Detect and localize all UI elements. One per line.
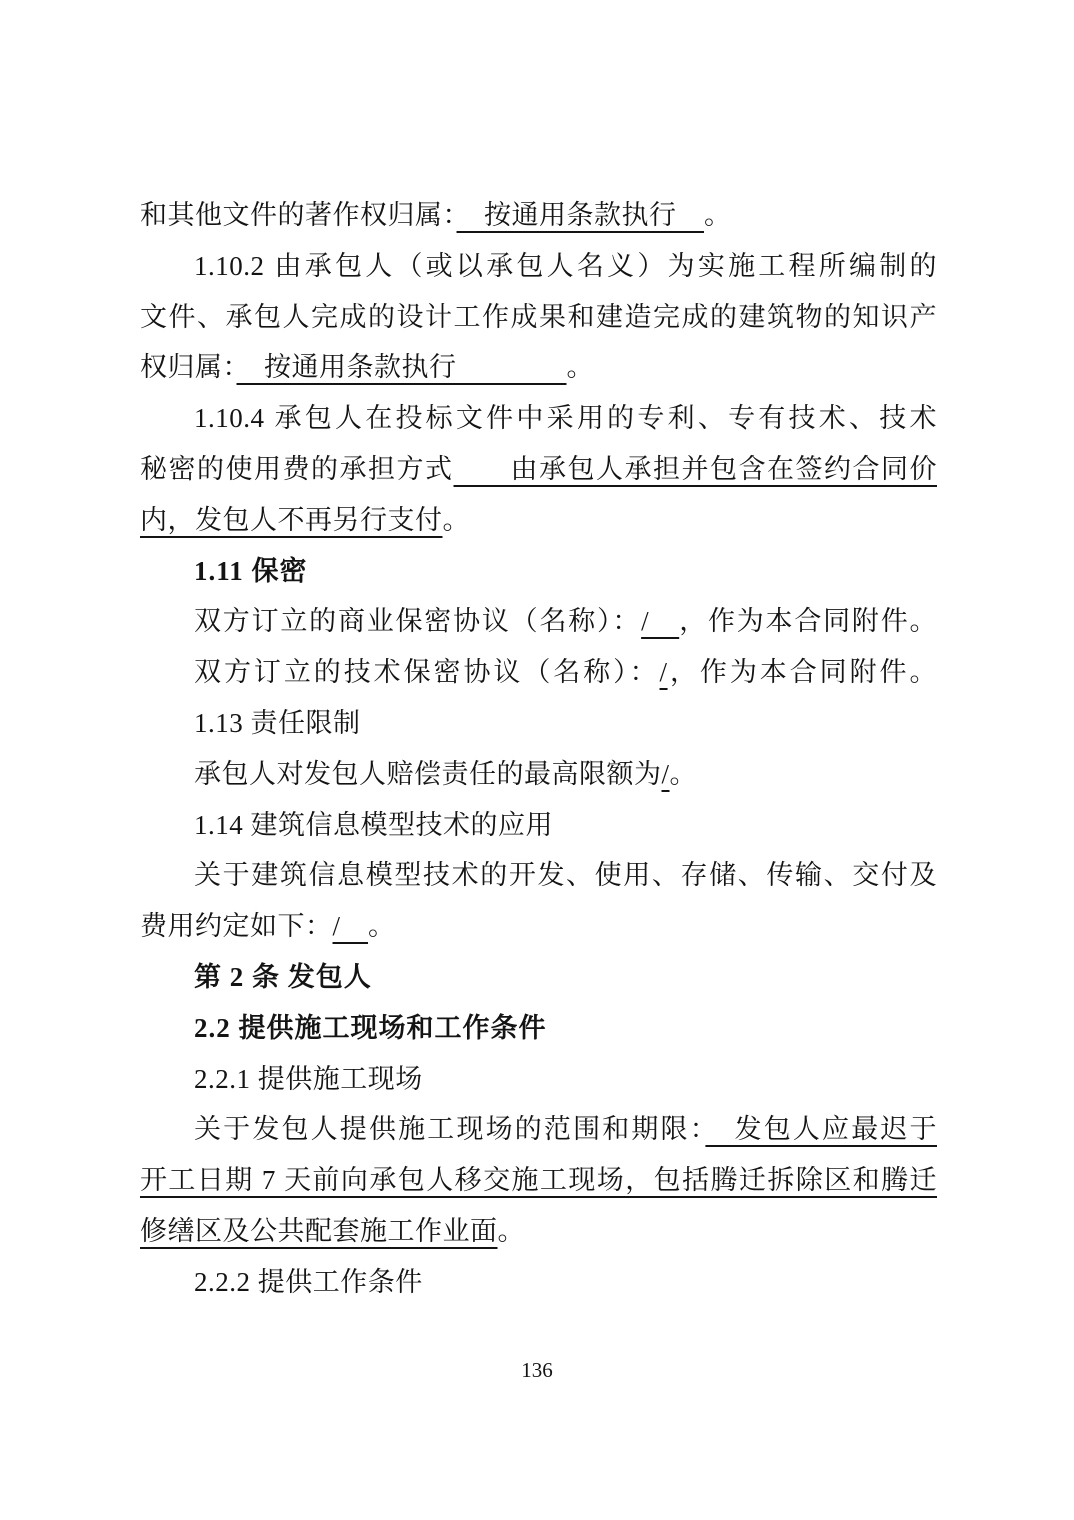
heading-line (140, 1003, 937, 1054)
underlined-fill-in-segment: 内，发包人不再另行支付 (140, 504, 443, 535)
underlined-fill-in-segment: 由承包人承担并包含在签约合同价 (453, 453, 937, 484)
text-line (140, 850, 937, 901)
text-line (140, 596, 937, 647)
text-line (140, 901, 937, 952)
text-segment: 和其他文件的著作权归属： (140, 200, 457, 230)
underlined-fill-in-segment: 按通用条款执行 (456, 200, 704, 230)
text-line (140, 393, 937, 444)
text-segment: ，作为本合同附件。 (679, 606, 937, 637)
heading-line (140, 546, 937, 597)
text-segment: 1.10.2 由承包人（或以承包人名义）为实施工程所编制的 (194, 250, 937, 281)
text-line (140, 749, 937, 800)
text-segment: 。 (566, 352, 594, 383)
text-line (140, 495, 937, 546)
text-segment: 1.13 责任限制 (194, 707, 361, 738)
contract-text-block (140, 190, 937, 1308)
text-line (140, 1257, 937, 1308)
text-segment: 1.14 建筑信息模型技术的应用 (194, 809, 553, 840)
underlined-fill-in-segment: 发包人应最迟于 (705, 1114, 937, 1145)
text-line (140, 444, 937, 495)
text-segment: 第 2 条 发包人 (194, 961, 372, 992)
underlined-fill-in-segment: 按通用条款执行 (236, 352, 567, 383)
text-segment: ，作为本合同附件。 (667, 657, 937, 688)
text-segment: 承包人对发包人赔偿责任的最高限额为 (194, 758, 662, 789)
text-segment: 关于发包人提供施工现场的范围和期限： (194, 1114, 706, 1145)
text-line (140, 698, 937, 749)
text-segment: 2.2 提供施工现场和工作条件 (194, 1012, 547, 1043)
heading-line (140, 952, 937, 1003)
text-line (140, 1206, 937, 1257)
text-segment: 1.10.4 承包人在投标文件中采用的专利、专有技术、技术 (194, 403, 937, 434)
underlined-fill-in-segment: / (659, 657, 668, 688)
text-segment: 权归属： (140, 352, 237, 383)
page-number: 136 (521, 1358, 553, 1382)
text-segment: 。 (497, 1215, 525, 1246)
underlined-fill-in-segment: / (661, 758, 670, 789)
text-segment: 。 (669, 758, 698, 789)
text-segment: 文件、承包人完成的设计工作成果和建造完成的建筑物的知识产 (140, 301, 937, 332)
underlined-fill-in-segment: 修缮区及公共配套施工作业面 (140, 1215, 498, 1246)
text-segment: 1.11 保密 (194, 555, 308, 586)
text-line (140, 647, 937, 698)
text-line (140, 292, 937, 343)
text-segment: 双方订立的技术保密协议（名称）： (194, 657, 660, 688)
text-segment: 双方订立的商业保密协议（名称）： (194, 606, 642, 637)
text-line (140, 800, 937, 851)
text-line (140, 342, 937, 393)
text-line (140, 1104, 937, 1155)
text-line (140, 241, 937, 292)
text-segment: 。 (442, 504, 470, 535)
text-segment: 。 (704, 200, 732, 230)
text-segment: 关于建筑信息模型技术的开发、使用、存储、传输、交付及 (194, 860, 937, 891)
underlined-fill-in-segment: 开工日期 7 天前向承包人移交施工现场，包括腾迁拆除区和腾迁 (140, 1165, 937, 1196)
underlined-fill-in-segment: / (641, 606, 680, 637)
text-segment: 。 (368, 911, 396, 942)
text-segment: 2.2.2 提供工作条件 (194, 1266, 423, 1297)
text-segment: 2.2.1 提供施工现场 (194, 1063, 423, 1094)
underlined-fill-in-segment: / (332, 911, 369, 942)
text-line (140, 1155, 937, 1206)
text-segment: 秘密的使用费的承担方式 (140, 453, 454, 484)
text-line (140, 1054, 937, 1105)
text-line (140, 190, 937, 241)
text-segment: 费用约定如下： (140, 911, 333, 942)
